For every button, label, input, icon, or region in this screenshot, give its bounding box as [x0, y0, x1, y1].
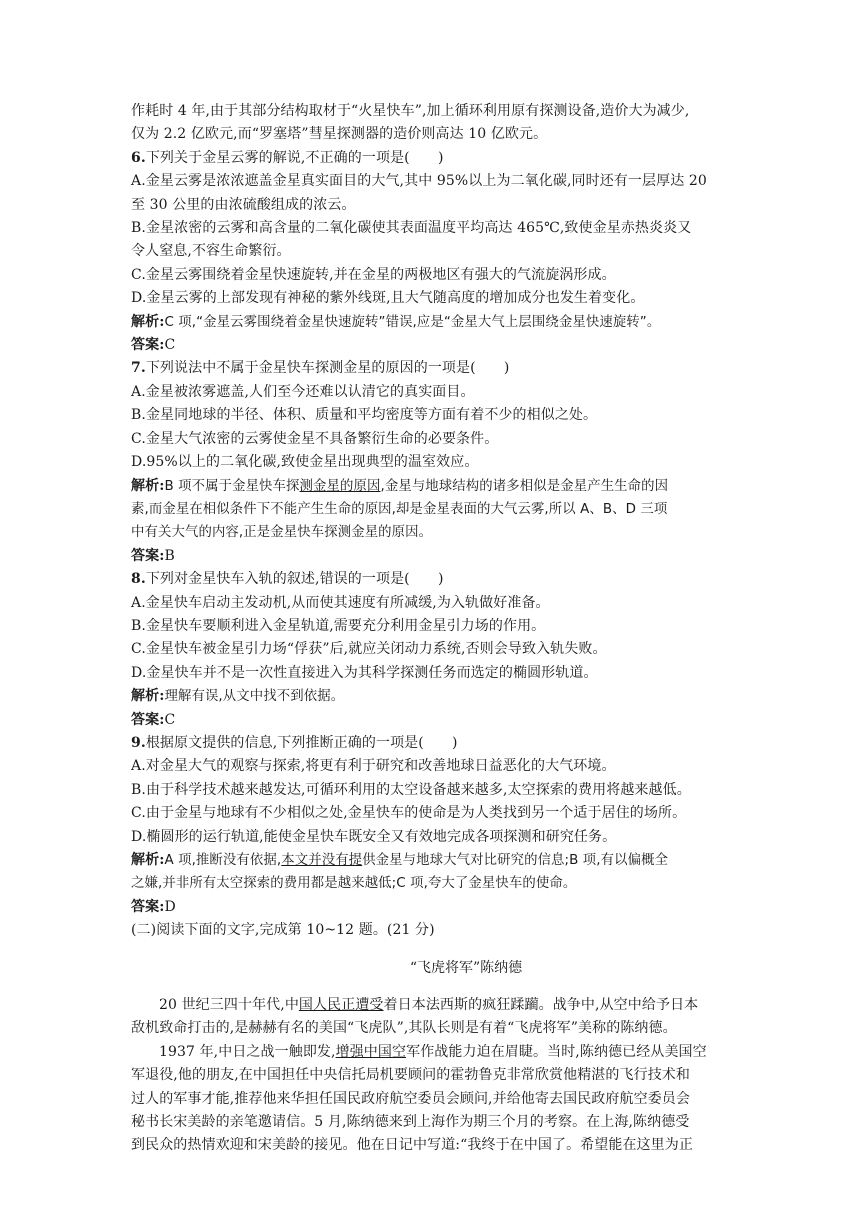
option-d: D.95%以上的二氧化碳,致使金星出现典型的温室效应。 [131, 454, 479, 471]
answer-value: B [164, 547, 175, 564]
question-stem-text: 下列关于金星云雾的解说,不正确的一项是( ) [145, 149, 444, 166]
option-b: B.金星浓密的云雾和高含量的二氧化碳使其表面温度平均高达 465℃,致使金星赤热炎炎又 [131, 220, 692, 237]
answer [131, 545, 731, 568]
paragraph-line: 到民众的热情欢迎和宋美龄的接见。他在日记中写道:“我终于在中国了。希望能在这里为正 [131, 1137, 693, 1154]
question-stem-text: 下列说法中不属于金星快车探测金星的原因的一项是( ) [145, 360, 510, 377]
paragraph-text: 1937 年,中日之战一触即发, [159, 1043, 336, 1060]
option-b-cont: 令人窒息,不容生命繁衍。 [131, 243, 291, 260]
paragraph-line: 过人的军事才能,推荐他来华担任国民政府航空委员会顾问,并给他寄去国民政府航空委员会 [131, 1090, 690, 1107]
option-c: C.金星快车被金星引力场“俘获”后,就应关闭动力系统,否则会导致入轨失败。 [131, 641, 607, 658]
explanation-text: C 项,“金星云雾围绕着金星快速旋转”错误,应是“金星大气上层围绕金星快速旋转”。 [164, 314, 661, 330]
section-heading: (二)阅读下面的文字,完成第 10~12 题。(21 分) [131, 922, 435, 939]
answer [131, 334, 731, 357]
explanation-label: 解析: [131, 688, 165, 705]
option-b: B.金星快车要顺利进入金星轨道,需要充分利用金星引力场的作用。 [131, 617, 546, 634]
option-a: A.金星云雾是浓浓遮盖金星真实面目的大气,其中 95%以上为二氧化碳,同时还有一层厚达 20 [131, 173, 707, 190]
option-c: C.金星云雾围绕着金星快速旋转,并在金星的两极地区有强大的气流旋涡形成。 [131, 266, 616, 283]
explanation [131, 849, 731, 872]
document-page [131, 100, 731, 1158]
paragraph-line: 军退役,他的朋友,在中国担任中央信托局机要顾问的霍勃鲁克非常欣赏他精湛的飞行技术和 [131, 1067, 690, 1084]
answer-label: 答案: [131, 337, 165, 354]
option-d: D.金星快车并不是一次性直接进入为其科学探测任务而选定的椭圆形轨道。 [131, 664, 598, 681]
option-d: D.椭圆形的运行轨道,能使金星快车既安全又有效地完成各项探测和研究任务。 [131, 828, 617, 845]
option-b: B.金星同地球的半径、体积、质量和平均密度等方面有着不少的相似之处。 [131, 407, 598, 424]
paragraph-line: 秘书长宋美龄的亲笔邀请信。5 月,陈纳德来到上海作为期三个月的考察。在上海,陈纳德受 [131, 1114, 690, 1131]
question-6-stem [131, 147, 731, 170]
question-9-stem [131, 732, 731, 755]
explanation-text: ,金星与地球结构的诸多相似是金星产生生命的因 [380, 478, 669, 494]
paragraph-text: 军作战能力迫在眉睫。当时,陈纳德已经从美国空 [406, 1043, 707, 1060]
question-stem-text: 根据原文提供的信息,下列推断正确的一项是( ) [145, 734, 458, 751]
paragraph-line [131, 994, 731, 1017]
explanation-cont: 中有关大气的内容,正是金星快车探测金星的原因。 [131, 525, 433, 541]
question-stem-text: 下列对金星快车入轨的叙述,错误的一项是( ) [145, 571, 444, 588]
answer-value: C [164, 711, 176, 728]
explanation-text: B 项不属于金星快车探 [164, 478, 300, 494]
explanation-cont: 之嫌,并非所有太空探索的费用都是越来越低;C 项,夸大了金星快车的使命。 [131, 876, 577, 892]
explanation [131, 685, 731, 708]
option-b: B.由于科学技术越来越发达,可循环利用的太空设备越来越多,太空探索的费用将越来越低。 [131, 781, 691, 798]
paragraph-line: 敌机致命打击的,是赫赫有名的美国“飞虎队”,其队长则是有着“飞虎将军”美称的陈纳德。 [131, 1020, 677, 1037]
explanation [131, 475, 731, 498]
option-d: D.金星云雾的上部发现有神秘的紫外线斑,且大气随高度的增加成分也发生着变化。 [131, 290, 645, 307]
option-a: A.金星快车启动主发动机,从而使其速度有所减缓,为入轨做好准备。 [131, 594, 550, 611]
explanation-label: 解析: [131, 477, 165, 494]
explanation-text: A 项,推断没有依据, [164, 853, 282, 868]
explanation-text: 供金星与地球大气对比研究的信息;B 项,有以偏概全 [362, 853, 669, 868]
answer-label: 答案: [131, 898, 165, 915]
question-number: 9. [131, 734, 146, 751]
explanation-text: 理解有误,从文中找不到依据。 [164, 689, 345, 705]
underlined-text: 增强中国空 [335, 1043, 407, 1060]
answer-label: 答案: [131, 547, 165, 564]
question-number: 6. [131, 149, 146, 166]
question-number: 8. [131, 571, 146, 588]
explanation-label: 解析: [131, 852, 165, 868]
option-c: C.金星大气浓密的云雾使金星不具备繁衍生命的必要条件。 [131, 430, 499, 447]
option-a-cont: 至 30 公里的由浓硫酸组成的浓云。 [131, 196, 356, 213]
explanation-cont: 素,而金星在相似条件下不能产生生命的原因,却是金星表面的大气云雾,所以 A、B、D 三项 [131, 501, 668, 517]
intro-line: 仅为 2.2 亿欧元,而“罗塞塔”彗星探测器的造价则高达 10 亿欧元。 [131, 126, 548, 143]
answer-label: 答案: [131, 711, 165, 728]
explanation-underlined: 测金星的原因 [299, 478, 381, 494]
answer-value: D [164, 898, 176, 915]
explanation-label: 解析: [131, 313, 165, 330]
intro-line: 作耗时 4 年,由于其部分结构取材于“火星快车”,加上循环利用原有探测设备,造价大为减少, [131, 103, 690, 119]
explanation-underlined: 本文并没有提 [281, 853, 363, 868]
question-7-stem [131, 357, 731, 380]
paragraph-line [131, 1041, 731, 1064]
question-8-stem [131, 568, 731, 591]
article-title: “飞虎将军”陈纳德 [409, 959, 523, 976]
option-c: C.由于金星与地球有不少相似之处,金星快车的使命是为人类找到另一个适于居住的场所。 [131, 805, 687, 822]
option-a: A.金星被浓雾遮盖,人们至今还难以认清它的真实面目。 [131, 383, 475, 400]
answer [131, 896, 731, 919]
answer [131, 709, 731, 732]
paragraph-text: 20 世纪三四十年代,中 [159, 997, 299, 1014]
paragraph-text: 着日本法西斯的疯狂蹂躏。战争中,从空中给予日本 [383, 997, 699, 1014]
answer-value: C [164, 337, 176, 354]
option-a: A.对金星大气的观察与探索,将更有利于研究和改善地球日益恶化的大气环境。 [131, 758, 616, 775]
explanation [131, 311, 731, 334]
underlined-text: 国人民正遭受 [298, 997, 384, 1014]
question-number: 7. [131, 360, 146, 377]
